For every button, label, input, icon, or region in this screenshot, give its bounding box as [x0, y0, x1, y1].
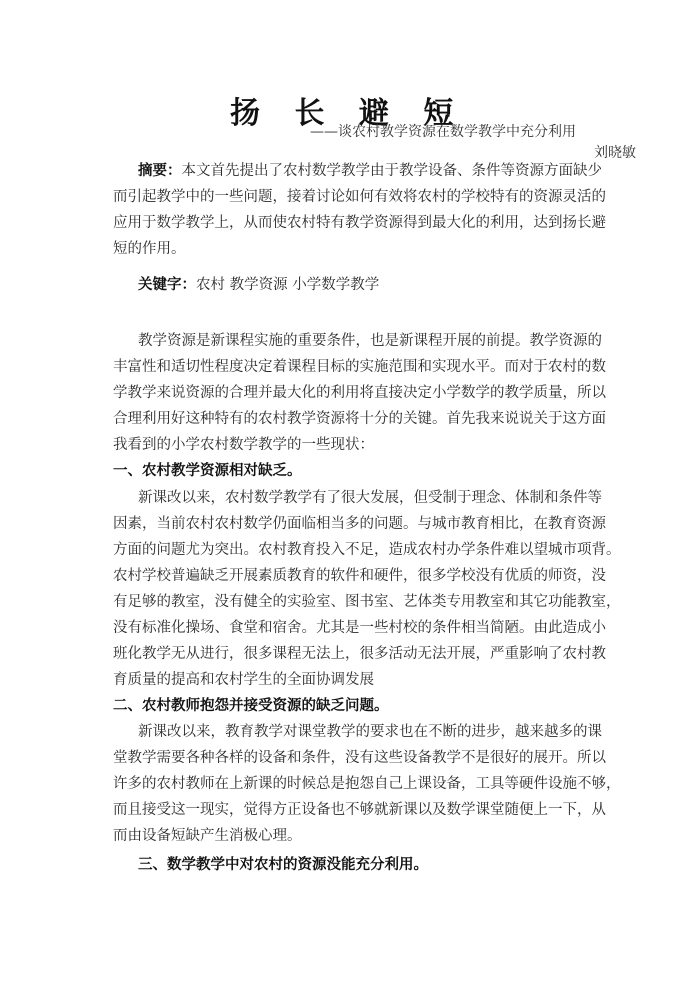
- paragraph-line: 我看到的小学农村数学教学的一些现状：: [113, 437, 374, 453]
- section-heading-3: 三、数学教学中对农村的资源没能充分利用。: [138, 856, 428, 873]
- abstract-line: [138, 159, 602, 180]
- paragraph-line: 而由设备短缺产生消极心理。: [113, 828, 302, 844]
- paragraph-line: 堂教学需要各种各样的设备和条件，没有这些设备教学不是很好的展开。所以: [113, 750, 606, 766]
- paragraph-line: 合理利用好这种特有的农村教学资源将十分的关键。首先我来说说关于这方面: [113, 411, 606, 427]
- paragraph-line: 没有标准化操场、食堂和宿舍。尤其是一些村校的条件相当简陋。由此造成小: [113, 620, 606, 636]
- keywords-line: [138, 273, 379, 294]
- abstract-line: 应用于数学教学上，从而使农村特有教学资源得到最大化的利用，达到扬长避: [113, 215, 606, 231]
- paragraph-line: 农村学校普遍缺乏开展素质教育的软件和硬件，很多学校没有优质的师资，没: [113, 568, 606, 584]
- page-subtitle: ——谈农村教学资源在数学教学中充分利用: [310, 124, 576, 140]
- keywords-label: 关键字：: [138, 276, 196, 293]
- paragraph-line: 育质量的提高和农村学生的全面协调发展: [113, 672, 374, 688]
- section-heading-2: 二、农村教师抱怨并接受资源的缺乏问题。: [113, 697, 389, 714]
- section-heading-1: 一、农村教学资源相对缺乏。: [113, 462, 302, 479]
- paragraph-line: 而且接受这一现实，觉得方正设备也不够就新课以及数学课堂随便上一下，从: [113, 802, 606, 818]
- paragraph-line: 学教学来说资源的合理并最大化的利用将直接决定小学数学的教学质量，所以: [113, 385, 606, 401]
- keywords-text: 农村 教学资源 小学数学教学: [196, 277, 380, 293]
- paragraph-line: 因素，当前农村农村数学仍面临相当多的问题。与城市教育相比，在教育资源: [113, 516, 606, 532]
- author-name: 刘晓敏: [594, 145, 636, 161]
- abstract-line: 而引起教学中的一些问题，接着讨论如何有效将农村的学校特有的资源灵活的: [113, 189, 606, 205]
- paragraph-line: 教学资源是新课程实施的重要条件，也是新课程开展的前提。教学资源的: [138, 333, 602, 349]
- paragraph-line: 有足够的教室，没有健全的实验室、图书室、艺体类专用教室和其它功能教室，: [113, 594, 621, 610]
- page-title: 扬 长 避 短: [230, 96, 466, 131]
- paragraph-line: 新课改以来，农村数学教学有了很大发展，但受制于理念、体制和条件等: [138, 490, 602, 506]
- paragraph-line: 许多的农村教师在上新课的时候总是抱怨自己上课设备，工具等硬件设施不够，: [113, 776, 621, 792]
- abstract-label: 摘要：: [138, 162, 182, 179]
- abstract-line: 短的作用。: [113, 241, 186, 257]
- abstract-text: 本文首先提出了农村数学教学由于教学设备、条件等资源方面缺少: [181, 163, 602, 179]
- paragraph-line: 新课改以来，教育教学对课堂教学的要求也在不断的进步，越来越多的课: [138, 724, 602, 740]
- paragraph-line: 班化教学无从进行，很多课程无法上，很多活动无法开展，严重影响了农村教: [113, 646, 606, 662]
- paragraph-line: 方面的问题尤为突出。农村教育投入不足，造成农村办学条件难以望城市项背。: [113, 542, 621, 558]
- paragraph-line: 丰富性和适切性程度决定着课程目标的实施范围和实现水平。而对于农村的数: [113, 359, 606, 375]
